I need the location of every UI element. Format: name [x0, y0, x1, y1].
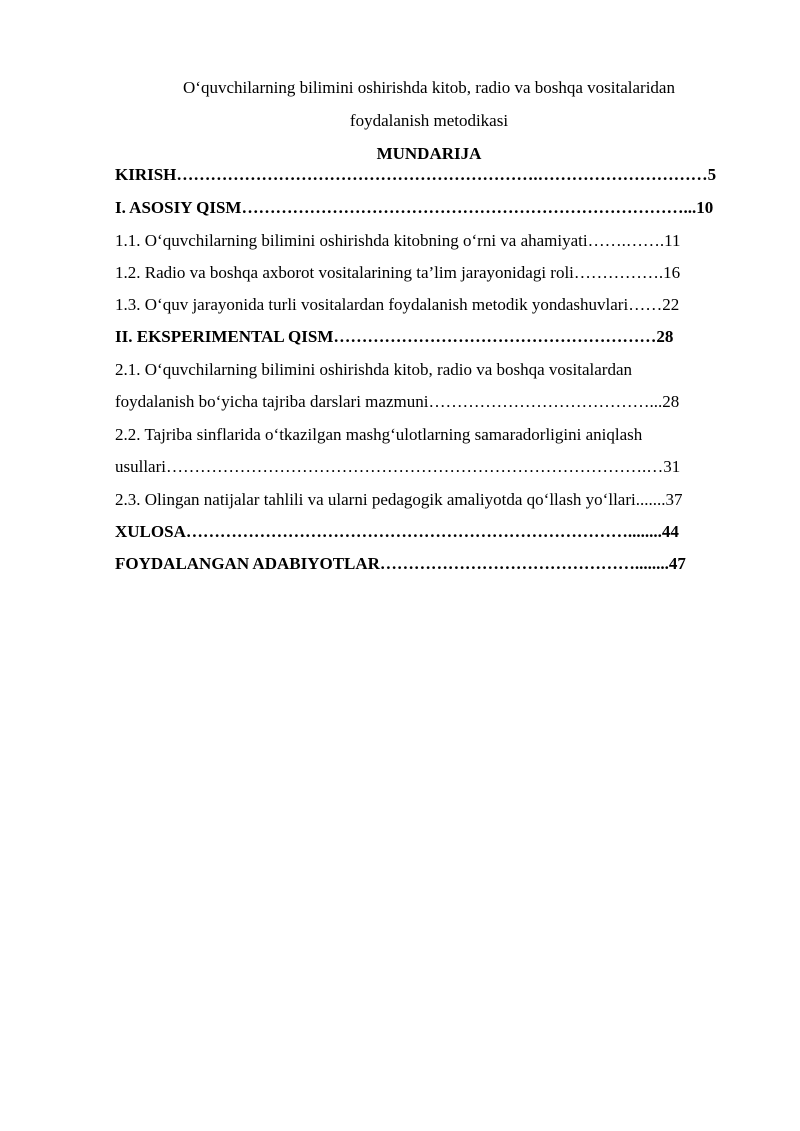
toc-entry-1-2: 1.2. Radio va boshqa axborot vositalarining ta’lim jarayonidagi roli…………….16 [115, 263, 681, 282]
document-title-line-1: O‘quvchilarning bilimini oshirishda kitob, radio va boshqa vositalaridan [183, 78, 675, 97]
toc-entry-asosiy-qism: I. ASOSIY QISM……………………………………………………………………...10 [115, 198, 714, 217]
document-title-line-2: foydalanish metodikasi [349, 111, 509, 130]
toc-entry-1-1: 1.1. O‘quvchilarning bilimini oshirishda kitobning o‘rni va ahamiyati…….…….11 [115, 231, 681, 250]
toc-entry-2-1-line-2: foydalanish bo‘yicha tajriba darslari mazmuni…………………………………...28 [115, 392, 680, 411]
toc-entry-2-3: 2.3. Olingan natijalar tahlili va ularni pedagogik amaliyotda qo‘llash yo‘llari.......37 [115, 490, 683, 509]
toc-entry-2-2-line-2: usullari………………………………………………………………………….…31 [115, 457, 681, 476]
toc-entry-1-3: 1.3. O‘quv jarayonida turli vositalardan foydalanish metodik yondashuvlari……22 [115, 295, 680, 314]
toc-entry-eksperimental-qism: II. EKSPERIMENTAL QISM…………………………………………………28 [115, 327, 674, 346]
toc-entry-kirish: KIRISH……………………………………………………….…………………………5 [115, 165, 717, 184]
toc-entry-2-2-line-1: 2.2. Tajriba sinflarida o‘tkazilgan mashg‘ulotlarning samaradorligini aniqlash [115, 425, 643, 444]
toc-entry-xulosa: XULOSA……………………………………………………………………........44 [115, 522, 679, 541]
toc-entry-foydalangan-adabiyotlar: FOYDALANGAN ADABIYOTLAR………………………………………........47 [115, 554, 686, 573]
toc-entry-2-1-line-1: 2.1. O‘quvchilarning bilimini oshirishda kitob, radio va boshqa vositalardan [115, 360, 632, 379]
toc-heading: MUNDARIJA [376, 144, 482, 163]
